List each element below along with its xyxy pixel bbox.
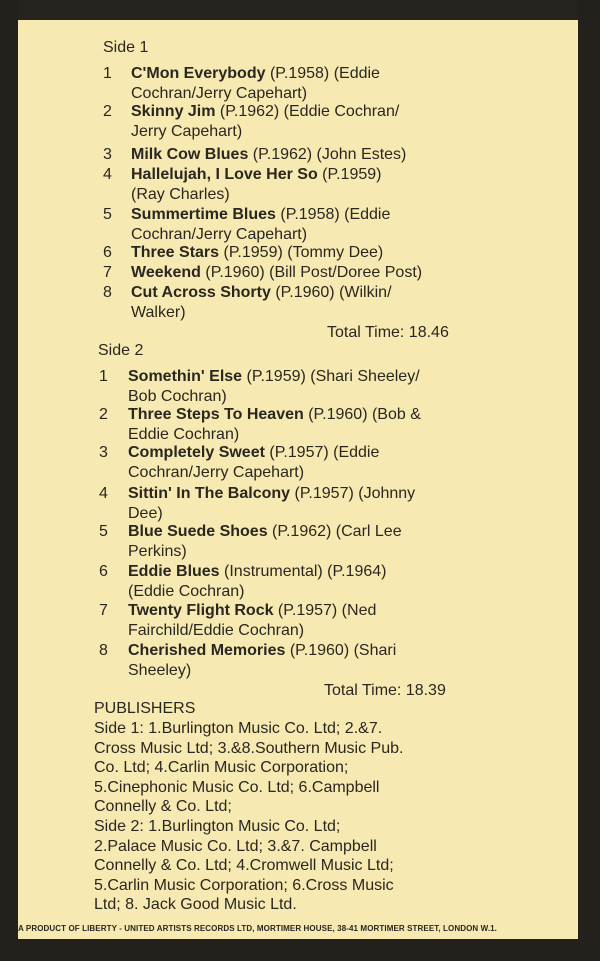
track-credits-continued: Cochran/Jerry Capehart) [131, 226, 308, 243]
track-credits: (P.1957) (Ned [273, 602, 377, 619]
side2-total-time: Total Time: 18.39 [324, 682, 446, 699]
track-number: 2 [99, 406, 108, 423]
track-number: 8 [99, 642, 108, 659]
track-credits: (P.1962) (Carl Lee [267, 523, 402, 540]
track-body [128, 641, 396, 681]
track-number: 2 [103, 103, 112, 120]
track-row [99, 405, 499, 445]
track-credits: (P.1957) (Johnny [290, 485, 416, 502]
track-title: Eddie Blues [128, 563, 220, 580]
track-credits-continued: Sheeley) [128, 662, 192, 679]
track-credits-continued: Fairchild/Eddie Cochran) [128, 622, 305, 639]
track-credits-continued: Perkins) [128, 543, 187, 560]
track-title: Sittin' In The Balcony [128, 485, 291, 502]
track-credits-continued: Walker) [131, 304, 186, 321]
publisher-line: 2.Palace Music Co. Ltd; 3.&7. Campbell [94, 837, 377, 855]
track-body [128, 522, 402, 562]
track-body [131, 64, 380, 104]
track-number: 4 [103, 166, 112, 183]
track-body [131, 102, 399, 142]
track-row [103, 165, 503, 205]
track-credits-continued: Bob Cochran) [128, 388, 227, 405]
track-number: 5 [103, 206, 112, 223]
track-body [128, 443, 379, 483]
track-row [99, 443, 499, 483]
track-number: 8 [103, 284, 112, 301]
track-body [131, 283, 392, 323]
track-body [131, 165, 381, 205]
track-body [128, 405, 421, 445]
track-credits: (P.1958) (Eddie [275, 206, 391, 223]
publisher-line: Side 1: 1.Burlington Music Co. Ltd; 2.&7. [94, 720, 383, 737]
track-credits: (P.1960) (Shari [285, 642, 397, 659]
track-row [99, 641, 499, 681]
track-credits: (P.1959) [317, 166, 382, 183]
track-credits-continued: Eddie Cochran) [128, 426, 240, 443]
publisher-line: 5.Carlin Music Corporation; 6.Cross Music [94, 876, 394, 894]
track-title: Milk Cow Blues [131, 146, 249, 163]
publisher-line: Connelly & Co. Ltd; [94, 798, 232, 816]
left-edge [0, 0, 18, 961]
track-title: Hallelujah, I Love Her So [131, 166, 318, 183]
right-edge [578, 0, 600, 961]
track-body [128, 601, 376, 641]
track-body [131, 205, 390, 245]
track-number: 4 [99, 485, 108, 502]
bottom-edge [0, 939, 600, 961]
track-credits: (P.1962) (John Estes) [248, 146, 407, 163]
side2-heading: Side 2 [98, 342, 144, 359]
track-credits: (P.1960) (Bob & [303, 406, 421, 423]
top-edge [0, 0, 600, 20]
track-row [99, 484, 499, 524]
track-title: Blue Suede Shoes [128, 523, 268, 540]
track-number: 1 [99, 368, 108, 385]
publisher-line: 5.Cinephonic Music Co. Ltd; 6.Campbell [94, 778, 380, 796]
track-title: Three Stars [131, 244, 220, 261]
track-row [99, 601, 499, 641]
track-credits: (P.1960) (Bill Post/Doree Post) [200, 264, 423, 281]
track-title: Weekend [131, 264, 201, 281]
track-body [131, 145, 406, 165]
track-title: Cut Across Shorty [131, 284, 271, 301]
track-body [128, 562, 386, 602]
track-credits: (P.1962) (Eddie Cochran/ [215, 103, 400, 120]
track-credits: (P.1960) (Wilkin/ [270, 284, 392, 301]
side1-heading: Side 1 [103, 39, 149, 56]
track-title: Skinny Jim [131, 103, 216, 120]
track-credits: (Instrumental) (P.1964) [219, 563, 387, 580]
track-credits-continued: Cochran/Jerry Capehart) [131, 85, 308, 102]
track-row [103, 102, 503, 142]
track-title: Cherished Memories [128, 642, 286, 659]
track-credits-continued: Dee) [128, 505, 163, 522]
track-row [103, 283, 503, 323]
track-number: 7 [99, 602, 108, 619]
publisher-line: Ltd; 8. Jack Good Music Ltd. [94, 896, 297, 914]
track-row [103, 64, 503, 104]
track-title: C'Mon Everybody [131, 65, 266, 82]
track-number: 3 [99, 444, 108, 461]
track-body [128, 484, 415, 524]
track-credits: (P.1957) (Eddie [264, 444, 380, 461]
track-number: 5 [99, 523, 108, 540]
track-body [131, 263, 422, 283]
track-title: Completely Sweet [128, 444, 265, 461]
track-row [99, 367, 499, 407]
track-title: Summertime Blues [131, 206, 276, 223]
track-credits-continued: (Ray Charles) [131, 186, 230, 203]
publisher-line: Side 2: 1.Burlington Music Co. Ltd; [94, 818, 341, 835]
track-row [99, 522, 499, 562]
publisher-line: Cross Music Ltd; 3.&8.Southern Music Pub. [94, 739, 404, 757]
track-number: 7 [103, 264, 112, 281]
track-credits: (P.1959) (Shari Sheeley/ [242, 368, 420, 385]
track-title: Three Steps To Heaven [128, 406, 304, 423]
track-body [131, 243, 383, 263]
track-number: 6 [103, 244, 112, 261]
track-credits-continued: Jerry Capehart) [131, 123, 243, 140]
track-credits: (P.1958) (Eddie [265, 65, 380, 82]
publishers-heading: PUBLISHERS [94, 700, 196, 717]
track-number: 1 [103, 65, 112, 82]
footer-credit: A PRODUCT OF LIBERTY - UNITED ARTISTS RECORDS LTD, MORTIMER HOUSE, 38-41 MORTIMER STREET, LONDON W.1. [18, 924, 498, 933]
side1-total-time: Total Time: 18.46 [327, 324, 449, 341]
track-number: 6 [99, 563, 108, 580]
track-row [103, 205, 503, 245]
track-body [128, 367, 420, 407]
track-title: Twenty Flight Rock [128, 602, 274, 619]
track-credits-continued: (Eddie Cochran) [128, 583, 245, 600]
track-row [99, 562, 499, 602]
track-title: Somethin' Else [128, 368, 243, 385]
track-number: 3 [103, 146, 112, 163]
track-credits-continued: Cochran/Jerry Capehart) [128, 464, 305, 481]
publisher-line: Connelly & Co. Ltd; 4.Cromwell Music Ltd; [94, 857, 394, 875]
publisher-line: Co. Ltd; 4.Carlin Music Corporation; [94, 759, 349, 777]
track-credits: (P.1959) (Tommy Dee) [219, 244, 384, 261]
